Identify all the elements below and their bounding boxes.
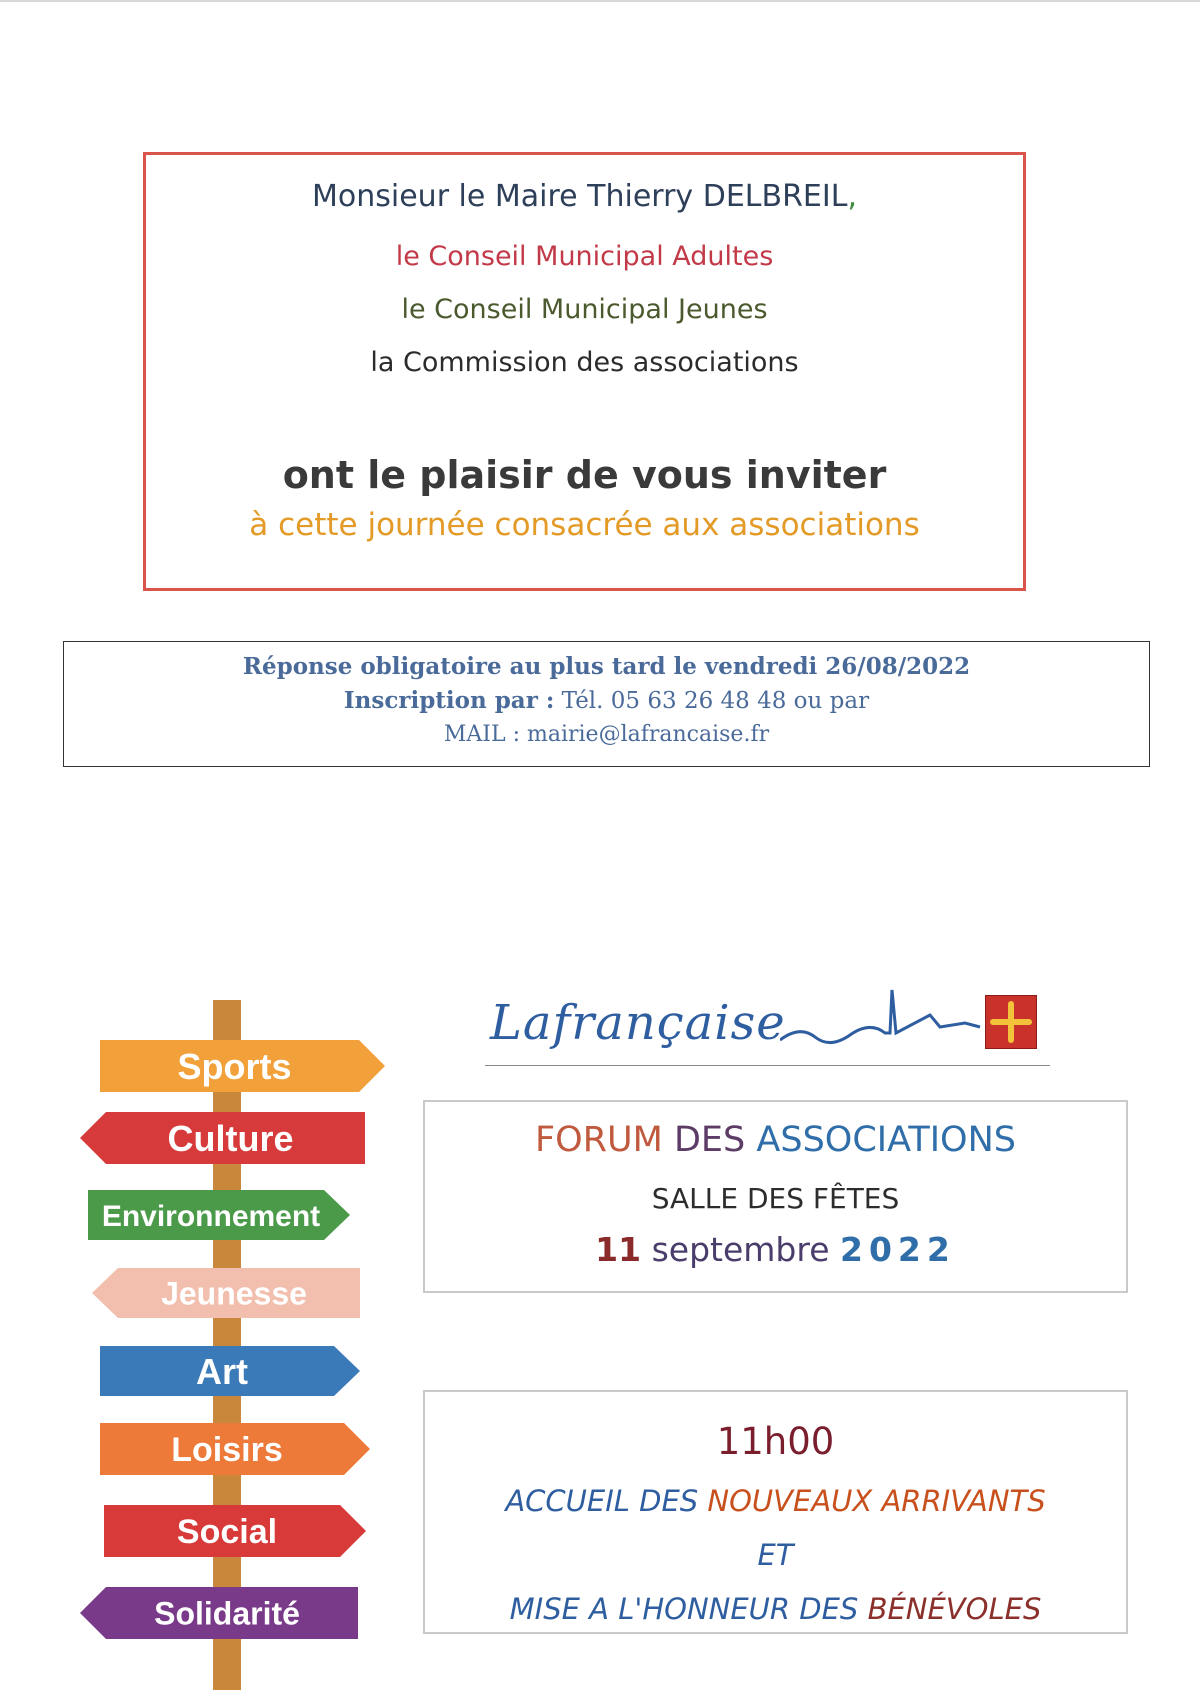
lafrancaise-logo [480, 975, 1060, 1085]
occitan-cross-icon [985, 995, 1037, 1049]
sign-label: Loisirs [171, 1431, 283, 1470]
scan-top-edge [0, 0, 1200, 2]
logo-wordmark: Lafrançaise [490, 995, 786, 1051]
invitation-adult-council: le Conseil Municipal Adultes [395, 241, 774, 272]
forum-box [423, 1100, 1128, 1293]
invitation-subline: à cette journée consacrée aux associations [249, 507, 920, 543]
reply-deadline: Réponse obligatoire au plus tard le vendredi 26/08/2022 [242, 653, 971, 680]
forum-date: 11 septembre 2022 [595, 1230, 956, 1269]
reply-phone: Inscription par : Tél. 05 63 26 48 48 ou par [343, 687, 870, 714]
reply-box [63, 641, 1150, 767]
sign-label: Art [196, 1350, 248, 1392]
invitation-youth-council: le Conseil Municipal Jeunes [401, 294, 768, 325]
sign-label: Environnement [101, 1199, 321, 1233]
signpost-pole [213, 1000, 241, 1690]
logo-skyline-icon [780, 985, 990, 1055]
sign-label: Jeunesse [161, 1275, 307, 1312]
accueil-volunteers: MISE A L'HONNEUR DES BÉNÉVOLES [509, 1592, 1042, 1626]
invitation-commission: la Commission des associations [370, 347, 799, 378]
accueil-box [423, 1390, 1128, 1634]
sign-label: Sports [177, 1045, 292, 1087]
invitation-headline: ont le plaisir de vous inviter [282, 453, 887, 497]
sign-label: Culture [167, 1117, 294, 1159]
forum-venue: SALLE DES FÊTES [651, 1182, 900, 1215]
forum-title: FORUM DES ASSOCIATIONS [535, 1120, 1016, 1160]
sign-label: Social [176, 1513, 278, 1552]
accueil-and: ET [757, 1538, 794, 1572]
signpost-illustration [70, 1000, 400, 1690]
sign-label: Solidarité [154, 1595, 300, 1632]
reply-mail: MAIL : mairie@lafrancaise.fr [443, 722, 770, 747]
logo-underline [485, 1065, 1050, 1066]
accueil-newcomers: ACCUEIL DES NOUVEAUX ARRIVANTS [505, 1484, 1046, 1518]
invitation-box [143, 152, 1026, 591]
accueil-time: 11h00 [716, 1420, 835, 1463]
invitation-host-line: Monsieur le Maire Thierry DELBREIL, [312, 179, 857, 214]
